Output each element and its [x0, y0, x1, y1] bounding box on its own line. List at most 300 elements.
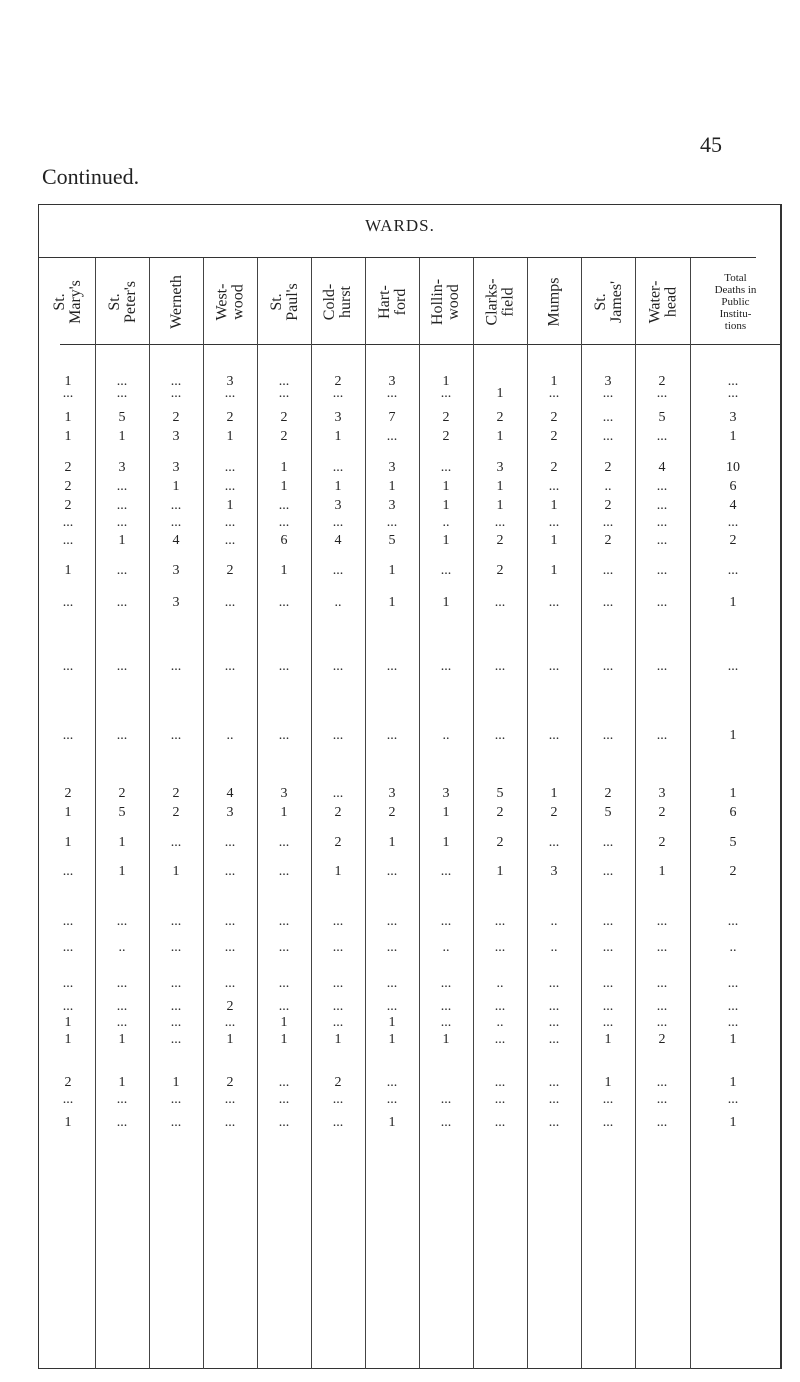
- table-cell: ...: [440, 864, 452, 879]
- table-cell: 2: [64, 460, 72, 475]
- table-cell: ...: [386, 864, 398, 879]
- table-cell: ...: [170, 386, 182, 401]
- table-cell: ...: [116, 728, 128, 743]
- table-cell: ...: [656, 563, 668, 578]
- table-cell: 2: [658, 374, 666, 389]
- table-cell: ...: [548, 1032, 560, 1047]
- table-cell: 1: [729, 728, 737, 743]
- table-cell: ...: [278, 835, 290, 850]
- table-cell: ...: [727, 1015, 739, 1030]
- table-cell: 1: [280, 1032, 288, 1047]
- table-cell: ...: [727, 914, 739, 929]
- table-cell: ..: [334, 595, 342, 610]
- table-cell: ...: [116, 1115, 128, 1130]
- table-cell: ...: [278, 976, 290, 991]
- table-cell: 1: [496, 386, 504, 401]
- column-header-label: Water- head: [646, 280, 679, 324]
- table-cell: ...: [602, 1115, 614, 1130]
- column-rule: [473, 258, 474, 1369]
- table-cell: 1: [388, 563, 396, 578]
- table-cell: ...: [116, 976, 128, 991]
- table-cell: 4: [658, 460, 666, 475]
- table-cell: 2: [658, 835, 666, 850]
- column-header-label: Hart- ford: [375, 285, 409, 319]
- table-cell: 2: [64, 498, 72, 513]
- table-cell: ...: [62, 999, 74, 1014]
- table-cell: ...: [116, 515, 128, 530]
- table-cell: ...: [332, 976, 344, 991]
- table-cell: ...: [332, 386, 344, 401]
- table-cell: 2: [496, 410, 504, 425]
- table-cell: ...: [224, 479, 236, 494]
- table-cell: 3: [334, 498, 342, 513]
- wards-title: WARDS.: [365, 216, 435, 235]
- table-cell: ...: [440, 563, 452, 578]
- table-cell: 1: [172, 864, 180, 879]
- table-cell: 1: [496, 498, 504, 513]
- table-cell: 2: [226, 1075, 234, 1090]
- table-cell: ...: [440, 460, 452, 475]
- table-cell: ...: [170, 976, 182, 991]
- table-cell: 2: [334, 805, 342, 820]
- column-header: [312, 262, 365, 342]
- table-cell: 6: [729, 479, 737, 494]
- table-cell: ...: [494, 1075, 506, 1090]
- table-cell: ...: [332, 999, 344, 1014]
- table-cell: 2: [226, 999, 234, 1014]
- table-cell: ...: [224, 533, 236, 548]
- table-cell: 10: [726, 460, 740, 475]
- table-cell: ...: [332, 1115, 344, 1130]
- column-header-label: St. Peter's: [105, 281, 139, 323]
- table-cell: 1: [442, 835, 450, 850]
- table-cell: ...: [440, 976, 452, 991]
- column-rule: [419, 258, 420, 1369]
- table-cell: ...: [494, 595, 506, 610]
- table-cell: 3: [550, 864, 558, 879]
- table-cell: 2: [550, 410, 558, 425]
- table-cell: 1: [604, 1032, 612, 1047]
- title-rule: [38, 257, 756, 258]
- table-cell: ...: [602, 999, 614, 1014]
- table-cell: 2: [64, 479, 72, 494]
- table-cell: 1: [442, 498, 450, 513]
- table-cell: ...: [332, 940, 344, 955]
- table-cell: 2: [729, 864, 737, 879]
- page-number: 45: [700, 132, 722, 157]
- table-cell: ...: [386, 1092, 398, 1107]
- table-cell: 1: [442, 374, 450, 389]
- table-cell: ...: [656, 498, 668, 513]
- table-cell: ...: [440, 999, 452, 1014]
- table-cell: 3: [118, 460, 126, 475]
- table-cell: ...: [332, 515, 344, 530]
- table-cell: 1: [280, 460, 288, 475]
- table-cell: ...: [727, 659, 739, 674]
- table-cell: ...: [548, 479, 560, 494]
- table-cell: ...: [656, 479, 668, 494]
- table-cell: ...: [440, 1115, 452, 1130]
- table-cell: 2: [496, 563, 504, 578]
- table-cell: ...: [602, 940, 614, 955]
- table-cell: ...: [548, 515, 560, 530]
- table-cell: ..: [496, 976, 504, 991]
- table-cell: ...: [116, 479, 128, 494]
- table-cell: ...: [332, 728, 344, 743]
- table-cell: 2: [280, 429, 288, 444]
- table-cell: ...: [170, 1092, 182, 1107]
- column-header-label: Hollin- wood: [429, 278, 463, 326]
- table-cell: ...: [602, 429, 614, 444]
- column-header: [420, 262, 473, 342]
- table-cell: ...: [278, 999, 290, 1014]
- table-cell: ...: [224, 1015, 236, 1030]
- table-cell: 2: [226, 410, 234, 425]
- table-cell: 1: [118, 1032, 126, 1047]
- table-cell: ...: [548, 595, 560, 610]
- column-rule: [203, 258, 204, 1369]
- table-cell: 1: [64, 410, 72, 425]
- table-cell: ...: [62, 728, 74, 743]
- column-header: [258, 262, 311, 342]
- table-cell: ...: [278, 864, 290, 879]
- table-cell: ...: [332, 659, 344, 674]
- table-cell: ...: [278, 1115, 290, 1130]
- table-cell: 1: [64, 429, 72, 444]
- table-cell: 3: [442, 786, 450, 801]
- table-cell: 2: [172, 410, 180, 425]
- table-cell: ...: [386, 976, 398, 991]
- table-cell: 7: [388, 410, 396, 425]
- table-cell: 1: [334, 864, 342, 879]
- table-cell: 1: [729, 1032, 737, 1047]
- table-cell: ..: [550, 940, 558, 955]
- table-cell: 1: [280, 479, 288, 494]
- table-cell: ...: [440, 659, 452, 674]
- table-cell: 3: [388, 460, 396, 475]
- table-cell: ...: [170, 374, 182, 389]
- table-cell: ..: [496, 1015, 504, 1030]
- table-cell: ...: [116, 1015, 128, 1030]
- table-cell: 2: [658, 805, 666, 820]
- table-cell: ...: [656, 1075, 668, 1090]
- table-cell: 2: [172, 805, 180, 820]
- table-cell: ...: [170, 1032, 182, 1047]
- table-cell: ...: [656, 1092, 668, 1107]
- column-header: Total Deaths in Public Institu- tions: [714, 272, 757, 332]
- table-cell: ...: [602, 410, 614, 425]
- table-cell: ...: [332, 786, 344, 801]
- table-cell: ...: [332, 563, 344, 578]
- column-rule: [311, 258, 312, 1369]
- table-cell: 1: [334, 1032, 342, 1047]
- table-cell: 1: [550, 563, 558, 578]
- table-cell: 1: [64, 374, 72, 389]
- table-cell: ...: [602, 563, 614, 578]
- table-cell: 2: [496, 533, 504, 548]
- table-cell: ..: [604, 479, 612, 494]
- table-cell: ...: [224, 659, 236, 674]
- table-cell: ...: [116, 999, 128, 1014]
- table-cell: ...: [548, 659, 560, 674]
- table-cell: 1: [729, 429, 737, 444]
- column-header: [528, 262, 581, 342]
- table-cell: 2: [172, 786, 180, 801]
- table-cell: ...: [386, 940, 398, 955]
- column-header: [582, 262, 635, 342]
- table-cell: 1: [172, 479, 180, 494]
- table-cell: 1: [226, 429, 234, 444]
- table-cell: 3: [172, 563, 180, 578]
- column-header-label: St. Mary's: [50, 280, 84, 324]
- table-cell: 1: [334, 429, 342, 444]
- table-cell: ...: [656, 976, 668, 991]
- column-header: [366, 262, 419, 342]
- table-cell: ...: [548, 835, 560, 850]
- table-cell: ...: [278, 374, 290, 389]
- table-cell: ..: [442, 940, 450, 955]
- table-cell: ...: [602, 595, 614, 610]
- table-cell: 1: [118, 1075, 126, 1090]
- table-cell: ...: [224, 515, 236, 530]
- table-cell: 4: [226, 786, 234, 801]
- continued-heading: Continued.: [42, 164, 140, 189]
- table-cell: 1: [280, 1015, 288, 1030]
- table-cell: 1: [442, 595, 450, 610]
- column-rule: [527, 258, 528, 1369]
- table-cell: 1: [64, 805, 72, 820]
- column-header-label: St. Paul's: [267, 283, 301, 321]
- table-cell: ...: [494, 1032, 506, 1047]
- table-cell: ..: [550, 914, 558, 929]
- table-cell: ...: [224, 460, 236, 475]
- table-cell: 5: [604, 805, 612, 820]
- table-cell: ...: [224, 940, 236, 955]
- column-header-label: St. James': [591, 281, 625, 323]
- table-cell: 1: [118, 533, 126, 548]
- table-cell: ...: [440, 1092, 452, 1107]
- table-cell: ...: [62, 386, 74, 401]
- table-cell: ...: [602, 976, 614, 991]
- table-cell: ...: [332, 914, 344, 929]
- table-cell: 2: [550, 805, 558, 820]
- column-rule: [257, 258, 258, 1369]
- table-cell: ..: [729, 940, 737, 955]
- column-header: [150, 262, 203, 342]
- column-rule: [690, 258, 691, 1369]
- table-cell: 1: [442, 1032, 450, 1047]
- table-cell: ...: [224, 914, 236, 929]
- table-cell: ...: [656, 914, 668, 929]
- table-cell: 2: [226, 563, 234, 578]
- table-cell: 1: [64, 1115, 72, 1130]
- table-cell: ...: [602, 1015, 614, 1030]
- table-cell: ...: [116, 1092, 128, 1107]
- table-cell: 1: [280, 805, 288, 820]
- table-cell: ...: [278, 386, 290, 401]
- table-cell: 1: [442, 479, 450, 494]
- table-cell: ...: [170, 515, 182, 530]
- column-rule: [581, 258, 582, 1369]
- table-cell: ...: [170, 999, 182, 1014]
- table-cell: ...: [170, 728, 182, 743]
- table-cell: ...: [116, 659, 128, 674]
- table-cell: ...: [602, 914, 614, 929]
- table-cell: ...: [386, 515, 398, 530]
- column-header-label: Werneth: [167, 275, 185, 329]
- table-cell: ...: [62, 976, 74, 991]
- table-cell: ...: [278, 728, 290, 743]
- table-cell: 1: [729, 1075, 737, 1090]
- table-cell: ...: [224, 595, 236, 610]
- table-cell: 1: [388, 1032, 396, 1047]
- table-cell: ...: [602, 386, 614, 401]
- table-cell: ...: [494, 1092, 506, 1107]
- table-cell: ...: [170, 1115, 182, 1130]
- table-cell: ...: [332, 1015, 344, 1030]
- table-cell: 3: [729, 410, 737, 425]
- table-cell: ...: [656, 659, 668, 674]
- column-rule: [365, 258, 366, 1369]
- table-cell: 2: [64, 786, 72, 801]
- table-cell: 2: [604, 786, 612, 801]
- table-cell: 2: [550, 429, 558, 444]
- table-cell: 3: [172, 429, 180, 444]
- column-rule: [149, 258, 150, 1369]
- table-cell: 1: [388, 1015, 396, 1030]
- column-header: [204, 262, 257, 342]
- table-cell: 1: [64, 835, 72, 850]
- table-cell: 2: [604, 498, 612, 513]
- table-cell: ...: [440, 386, 452, 401]
- table-cell: ...: [602, 1092, 614, 1107]
- table-cell: ...: [62, 1092, 74, 1107]
- column-header-label: Cold- hurst: [321, 283, 355, 321]
- table-cell: ...: [278, 1075, 290, 1090]
- table-cell: ...: [62, 914, 74, 929]
- table-cell: ...: [656, 515, 668, 530]
- table-cell: ..: [118, 940, 126, 955]
- table-cell: ...: [332, 1092, 344, 1107]
- table-cell: 1: [442, 533, 450, 548]
- table-cell: ...: [494, 659, 506, 674]
- table-cell: ...: [278, 595, 290, 610]
- table-cell: ...: [224, 864, 236, 879]
- table-cell: ...: [602, 659, 614, 674]
- table-cell: ...: [116, 595, 128, 610]
- table-cell: ...: [602, 864, 614, 879]
- table-cell: ...: [656, 386, 668, 401]
- table-cell: ...: [656, 728, 668, 743]
- table-cell: 4: [729, 498, 737, 513]
- table-cell: 1: [729, 1115, 737, 1130]
- column-rule: [95, 258, 96, 1369]
- table-cell: ...: [494, 999, 506, 1014]
- table-cell: 2: [118, 786, 126, 801]
- table-cell: 1: [388, 1115, 396, 1130]
- table-cell: 2: [604, 460, 612, 475]
- table-cell: ...: [548, 1092, 560, 1107]
- table-cell: 2: [334, 835, 342, 850]
- table-cell: ...: [656, 429, 668, 444]
- table-cell: 2: [496, 805, 504, 820]
- table-cell: 5: [388, 533, 396, 548]
- table-cell: ...: [386, 999, 398, 1014]
- table-cell: ...: [494, 1115, 506, 1130]
- table-cell: ...: [116, 563, 128, 578]
- table-cell: ...: [62, 659, 74, 674]
- table-cell: 3: [172, 460, 180, 475]
- table-cell: 2: [550, 460, 558, 475]
- table-cell: 1: [496, 429, 504, 444]
- header-rule: [60, 344, 780, 345]
- table-cell: ...: [656, 1015, 668, 1030]
- table-cell: 5: [658, 410, 666, 425]
- table-cell: ...: [494, 940, 506, 955]
- table-cell: ...: [727, 515, 739, 530]
- table-cell: 1: [334, 479, 342, 494]
- table-cell: ...: [548, 976, 560, 991]
- table-cell: 5: [496, 786, 504, 801]
- table-cell: ...: [386, 914, 398, 929]
- table-cell: 2: [334, 374, 342, 389]
- table-cell: 2: [64, 1075, 72, 1090]
- table-cell: ...: [386, 386, 398, 401]
- table-cell: 1: [729, 595, 737, 610]
- table-cell: ...: [170, 659, 182, 674]
- column-header-label: West- wood: [213, 283, 247, 321]
- table-cell: 1: [118, 864, 126, 879]
- table-cell: ...: [656, 595, 668, 610]
- table-cell: ...: [116, 914, 128, 929]
- table-cell: ...: [170, 1015, 182, 1030]
- table-cell: 3: [658, 786, 666, 801]
- table-cell: ...: [494, 728, 506, 743]
- table-cell: ...: [548, 999, 560, 1014]
- table-cell: ...: [548, 1015, 560, 1030]
- table-cell: 1: [172, 1075, 180, 1090]
- table-cell: ...: [548, 1075, 560, 1090]
- table-cell: 4: [172, 533, 180, 548]
- table-cell: 4: [334, 533, 342, 548]
- column-header-label: Mumps: [545, 277, 563, 327]
- table-cell: 1: [64, 1015, 72, 1030]
- table-cell: 2: [442, 410, 450, 425]
- table-cell: 1: [550, 786, 558, 801]
- column-header-label: Clarks- field: [483, 278, 517, 326]
- table-cell: ...: [386, 1075, 398, 1090]
- table-cell: ...: [62, 940, 74, 955]
- table-cell: ...: [278, 1092, 290, 1107]
- table-cell: ...: [170, 835, 182, 850]
- table-cell: 5: [729, 835, 737, 850]
- table-cell: ...: [602, 835, 614, 850]
- table-cell: 1: [64, 563, 72, 578]
- table-cell: ...: [548, 386, 560, 401]
- table-cell: ...: [170, 940, 182, 955]
- table-cell: ...: [727, 976, 739, 991]
- table-cell: ...: [494, 515, 506, 530]
- table-cell: ...: [602, 515, 614, 530]
- table-cell: 5: [118, 410, 126, 425]
- table-cell: 1: [280, 563, 288, 578]
- table-cell: ...: [116, 498, 128, 513]
- table-cell: 1: [118, 835, 126, 850]
- table-cell: ...: [224, 1092, 236, 1107]
- table-cell: 1: [550, 533, 558, 548]
- table-cell: ...: [656, 533, 668, 548]
- column-rule: [635, 258, 636, 1369]
